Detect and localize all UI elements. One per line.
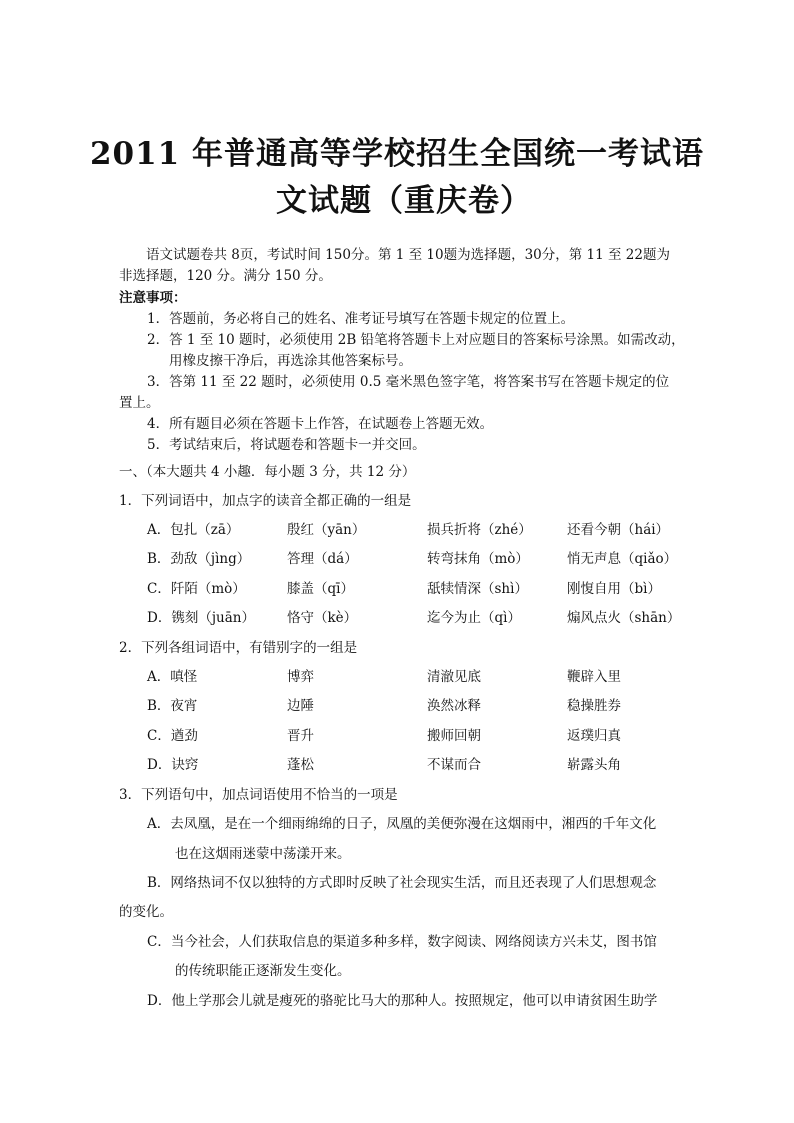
q1-option-b-4: 悄无声息（qiǎo）: [567, 551, 678, 567]
q1-option-b-1: B．劲敌（jìng）: [147, 551, 251, 567]
q3-option-c-line-2: 的传统职能正逐渐发生变化。: [175, 963, 351, 979]
q1-option-b-2: 答理（dá）: [287, 551, 358, 567]
section-1-heading: 一、（本大题共 4 小趣．每小题 3 分，共 12 分）: [119, 464, 416, 480]
q1-option-c-3: 舐犊情深（shì）: [427, 581, 528, 597]
notice-item-5: 5．考试结束后，将试题卷和答题卡一并交回。: [147, 437, 426, 453]
q1-option-c-2: 膝盖（qī）: [287, 581, 354, 597]
q2-option-d-3: 不谋而合: [427, 757, 481, 773]
notice-item-2-cont: 用橡皮擦干净后，再选涂其他答案标号。: [169, 353, 412, 369]
q2-option-b-1: B．夜宵: [147, 698, 198, 714]
intro-line-2: 非选择题，120 分。满分 150 分。: [119, 268, 332, 284]
q1-option-c-1: C．阡陌（mò）: [147, 581, 246, 597]
notice-heading: 注意事项：: [119, 290, 187, 306]
q1-option-d-2: 恪守（kè）: [287, 610, 358, 626]
document-title-line-1: 2011 年普通高等学校招生全国统一考试语: [89, 136, 705, 172]
q2-option-b-4: 稳操胜券: [567, 698, 621, 714]
q2-option-c-1: C．遒劲: [147, 728, 198, 744]
notice-item-1: 1．答题前，务必将自己的姓名、准考证号填写在答题卡规定的位置上。: [147, 311, 575, 327]
q3-option-a-line-2: 也在这烟雨迷蒙中荡漾开来。: [175, 846, 351, 862]
question-3-stem: 3．下列语句中，加点词语使用不恰当的一项是: [119, 787, 398, 803]
q2-option-a-2: 博弈: [287, 669, 314, 685]
q2-option-a-4: 鞭辟入里: [567, 669, 621, 685]
q1-option-d-4: 煽风点火（shān）: [567, 610, 681, 626]
q1-option-b-3: 转弯抹角（mò）: [427, 551, 529, 567]
q1-option-a-2: 殷红（yān）: [287, 522, 366, 538]
q3-option-b-line-2: 的变化。: [119, 904, 173, 920]
q2-option-d-1: D．诀窍: [147, 757, 199, 773]
q2-option-c-2: 晋升: [287, 728, 314, 744]
q1-option-a-4: 还看今朝（hái）: [567, 522, 670, 538]
q1-option-a-3: 损兵折将（zhé）: [427, 522, 532, 538]
q2-option-d-2: 蓬松: [287, 757, 314, 773]
q3-option-b-line-1: B．网络热词不仅以独特的方式即时反映了社会现实生活，而且还表现了人们思想观念: [147, 875, 657, 891]
notice-item-2: 2．答 1 至 10 题时，必须使用 2B 铅笔将答题卡上对应题目的答案标号涂黑。如需改动，: [147, 332, 685, 348]
q2-option-c-3: 搬师回朝: [427, 728, 481, 744]
document-title-line-2: 文试题（重庆卷）: [276, 183, 532, 219]
q2-option-d-4: 崭露头角: [567, 757, 621, 773]
intro-line-1: 语文试题卷共 8页，考试时间 150分。第 1 至 10题为选择题，30分，第 11 至 22题为: [146, 247, 670, 263]
q1-option-d-3: 迄今为止（qì）: [427, 610, 521, 626]
q2-option-b-3: 涣然冰释: [427, 698, 481, 714]
q3-option-a-line-1: A．去凤凰，是在一个细雨绵绵的日子，凤凰的美便弥漫在这烟雨中，湘西的千年文化: [147, 816, 657, 832]
q1-option-d-1: D．镌刻（juān）: [147, 610, 255, 626]
q3-option-d-line-1: D．他上学那会儿就是瘦死的骆驼比马大的那种人。按照规定，他可以申请贫困生助学: [147, 993, 658, 1009]
q2-option-a-1: A．嗔怪: [147, 669, 198, 685]
q1-option-a-1: A．包扎（zā）: [147, 522, 240, 538]
q2-option-a-3: 清澈见底: [427, 669, 481, 685]
notice-item-3: 3．答第 11 至 22 题时，必须使用 0.5 毫米黑色签字笔，将答案书写在答题卡规定的位: [147, 374, 670, 390]
question-2-stem: 2．下列各组词语中，有错别字的一组是: [119, 640, 358, 656]
q3-option-c-line-1: C．当今社会，人们获取信息的渠道多种多样，数字阅读、网络阅读方兴未艾，图书馆: [147, 934, 657, 950]
q2-option-b-2: 边陲: [287, 698, 314, 714]
notice-item-3-cont: 置上。: [119, 395, 160, 411]
notice-item-4: 4．所有题目必须在答题卡上作答，在试题卷上答题无效。: [147, 416, 494, 432]
q1-option-c-4: 刚愎自用（bì）: [567, 581, 661, 597]
q2-option-c-4: 返璞归真: [567, 728, 621, 744]
question-1-stem: 1．下列词语中，加点字的读音全都正确的一组是: [119, 493, 412, 509]
